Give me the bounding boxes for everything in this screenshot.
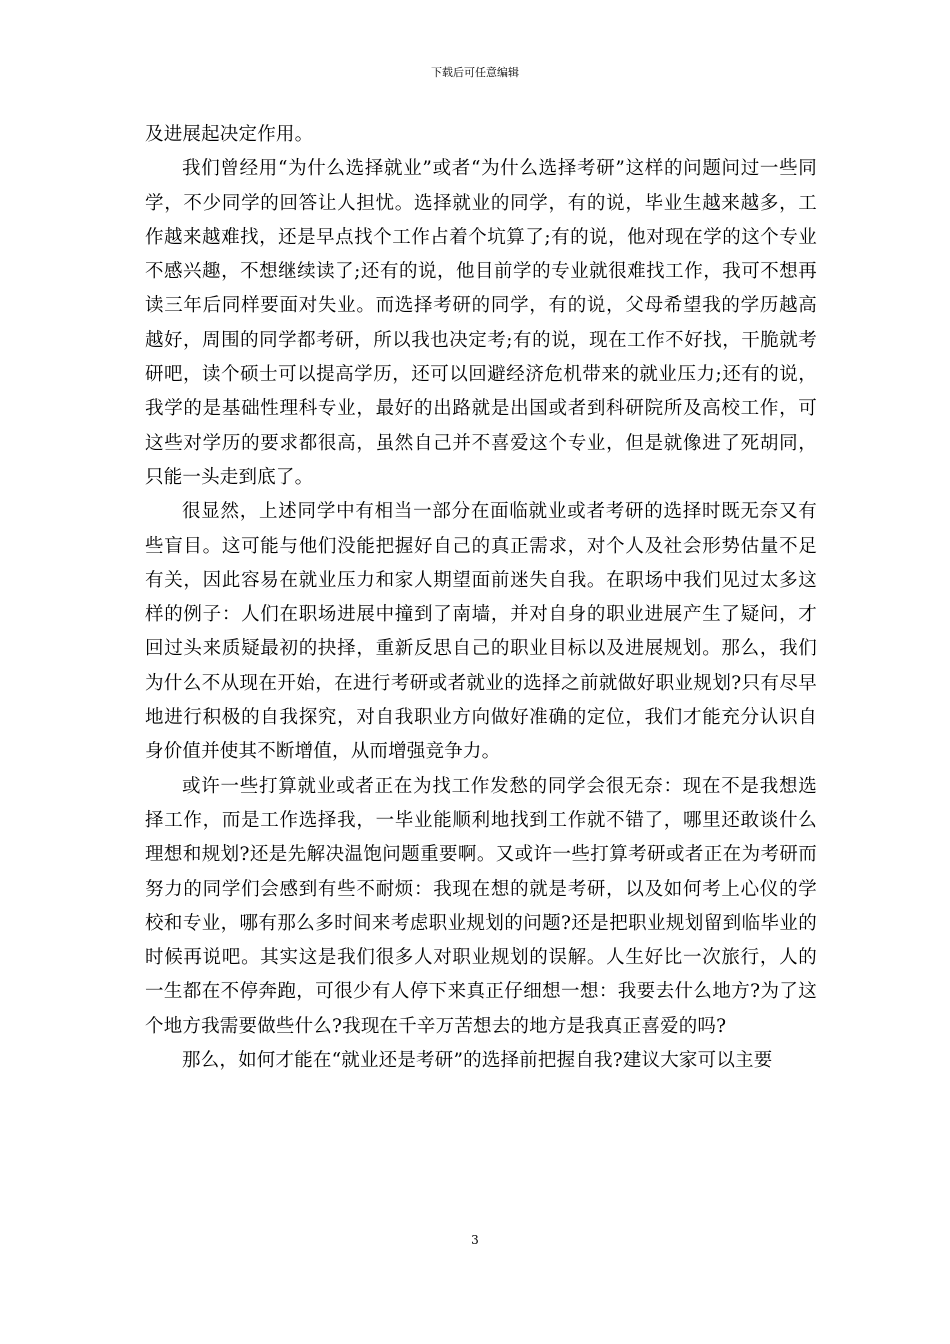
document-body [145,118,817,1078]
paragraph-2: 我们曾经用“为什么选择就业”或者“为什么选择考研”这样的问题问过一些同学，不少同学的回答让人担忧。选择就业的同学，有的说，毕业生越来越多，工作越来越难找，还是早点找个工作占着个坑算了;有的说，他对现在学的这个专业不感兴趣，不想继续读了;还有的说，他目前学的专业就很难找工作，我可不想再读三年后同样要面对失业。而选择考研的同学，有的说，父母希望我的学历越高越好，周围的同学都考研，所以我也决定考;有的说，现在工作不好找，干脆就考研吧，读个硕士可以提高学历，还可以回避经济危机带来的就业压力;还有的说，我学的是基础性理科专业，最好的出路就是出国或者到科研院所及高校工作，可这些对学历的要求都很高，虽然自己并不喜爱这个专业，但是就像进了死胡同，只能一头走到底了。 [145,158,817,488]
paragraph-4: 或许一些打算就业或者正在为找工作发愁的同学会很无奈：现在不是我想选择工作，而是工作选择我，一毕业能顺利地找到工作就不错了，哪里还敢谈什么理想和规划?还是先解决温饱问题重要啊。又或许一些打算考研或者正在为考研而努力的同学们会感到有些不耐烦：我现在想的就是考研，以及如何考上心仪的学校和专业，哪有那么多时间来考虑职业规划的问题?还是把职业规划留到临毕业的时候再说吧。其实这是我们很多人对职业规划的误解。人生好比一次旅行，人的一生都在不停奔跑，可很少有人停下来真正仔细想一想：我要去什么地方?为了这个地方我需要做些什么?我现在千辛万苦想去的地方是我真正喜爱的吗? [145,775,817,1037]
paragraph-1: 及进展起决定作用。 [145,124,314,145]
paragraph-5: 那么，如何才能在“就业还是考研”的选择前把握自我?建议大家可以主要 [182,1050,773,1072]
page-number: 3 [471,1233,479,1247]
page-header: 下载后可任意编辑 [431,66,519,79]
paragraph-3: 很显然，上述同学中有相当一部分在面临就业或者考研的选择时既无奈又有些盲目。这可能与他们没能把握好自己的真正需求，对个人及社会形势估量不足有关，因此容易在就业压力和家人期望面前迷失自我。在职场中我们见过太多这样的例子：人们在职场进展中撞到了南墙，并对自身的职业进展产生了疑问，才回过头来质疑最初的抉择，重新反思自己的职业目标以及进展规划。那么，我们为什么不从现在开始，在进行考研或者就业的选择之前就做好职业规划?只有尽早地进行积极的自我探究，对自我职业方向做好准确的定位，我们才能充分认识自身价值并使其不断增值，从而增强竞争力。 [145,501,817,763]
